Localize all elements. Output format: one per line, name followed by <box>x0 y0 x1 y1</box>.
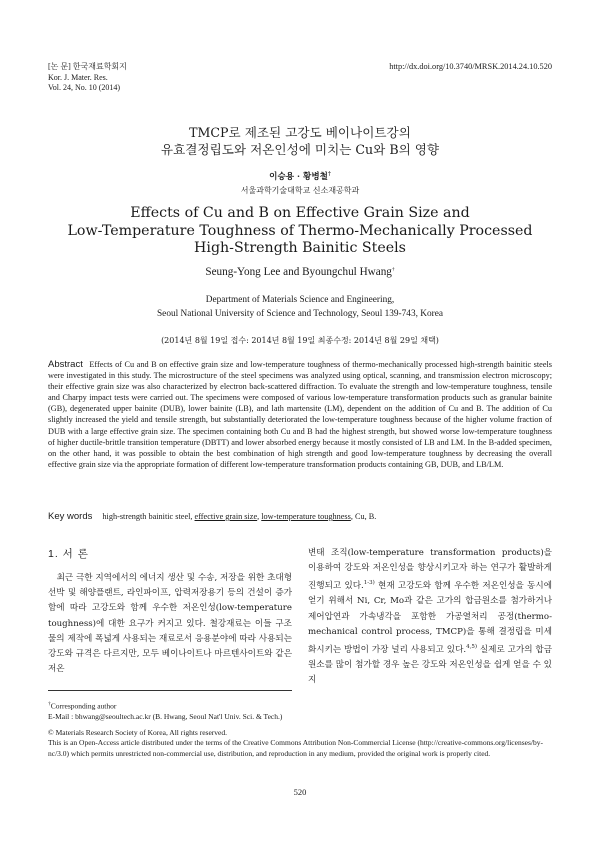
footnotes <box>48 699 552 759</box>
journal-type-line: [논 문] 한국재료학회지 <box>48 62 127 71</box>
korean-title-line1: TMCP로 제조된 고강도 베이나이트강의 <box>189 125 411 140</box>
journal-abbrev: Kor. J. Mater. Res. <box>48 72 108 82</box>
english-authors <box>0 266 600 278</box>
english-affiliation-line2: Seoul National University of Science and Technology, Seoul 139-743, Korea <box>157 309 443 319</box>
page-number: 520 <box>293 787 307 797</box>
keyword-rest: , Cu, B. <box>350 512 377 521</box>
received-dates: (2014년 8월 19일 접수: 2014년 8월 19일 최종수정: 2014년 8월 29일 채택) <box>161 336 439 345</box>
keywords <box>48 511 552 522</box>
english-authors-dagger: † <box>391 266 395 273</box>
citation-4-5: 4,5) <box>466 644 478 651</box>
korean-affiliation: 서울과학기술대학교 신소재공학과 <box>240 186 360 195</box>
intro-paragraph-continued <box>308 546 552 689</box>
english-affiliation-line1: Department of Materials Science and Engineering, <box>205 295 395 305</box>
copyright-notice: © Materials Research Society of Korea, All rights reserved. <box>48 728 227 738</box>
footnote-divider <box>48 690 292 691</box>
english-title-line3: High-Strength Bainitic Steels <box>194 240 406 256</box>
korean-authors <box>0 170 600 182</box>
abstract <box>48 359 552 470</box>
korean-authors-dagger: † <box>327 171 331 178</box>
keyword-3[interactable]: low-temperature toughness <box>261 512 351 521</box>
body-column-right <box>308 546 552 689</box>
abstract-text: Effects of Cu and B on effective grain size and low-temperature toughness of thermo-mechanically processed high-strength bainitic steels were investigated in this study. The microstructure of the steel specimens was analyzed using optical, scanning, and transmission electron microscopy; their effective grain size was also characterized by electron back-scattered diffraction. To evaluate the strength and low-temperature toughness, tensile and Charpy impact tests were carried out. The specimens were composed of various low-temperature transformation products such as granular bainite (GB), degenerated upper bainite (DUB), lower bainite (LB), and lath martensite (LM), dependent on the addition of Cu and B. The addition of Cu slightly increased the yield and tensile strength, but substantially deteriorated the low-temperature toughness because of the higher volume fraction of DUB with a large effective grain size. The specimen containing both Cu and B had the highest strength, but showed worse low-temperature toughness of higher ductile-brittle transition temperature (DBTT) and lower absorbed energy because it mostly consisted of LB and LM. In the B-added specimen, on the other hand, it was possible to obtain the best combination of high strength and good low-temperature toughness by decreasing the overall effective grain size via the appropriate formation of different low-temperature transformation products containing GB, DUB, and LB/LM. <box>48 360 553 469</box>
corresponding-dagger: † <box>48 701 51 707</box>
citation-1-3: 1-3) <box>363 580 375 587</box>
korean-title <box>0 124 600 158</box>
english-title-line2: Low-Temperature Toughness of Thermo-Mechanically Processed <box>67 222 533 239</box>
english-affiliation <box>0 293 600 321</box>
corresponding-author: †Corresponding author <box>48 701 117 711</box>
korean-authors-names: 이승용 · 황병철 <box>269 172 328 182</box>
english-title <box>0 205 600 258</box>
license-notice: This is an Open-Access article distributed under the terms of the Creative Commons Attribution Non-Commercial License (http://creative-commons.org/licenses/by-nc/3.0) which permits unrestricted non-commercial use, distribution, and reproduction in any medium, provided the original work is properly cited. <box>48 738 543 758</box>
keyword-separator: , <box>257 512 262 521</box>
col2-text-a: 변태 조직(low-temperature transformation products)을 이용하여 강도와 저온인성을 향상시키고자 하는 연구가 활발하게 진행되고 있다. <box>308 548 552 592</box>
abstract-label: Abstract <box>48 359 83 370</box>
body-column-left <box>48 571 292 677</box>
author-email: E-Mail : bhwang@seoultech.ac.kr (B. Hwang, Seoul Nat'l Univ. Sci. & Tech.) <box>48 711 283 721</box>
col2-text-b: 현재 고강도와 함께 우수한 저온인성을 동시에 얻기 위해서 Ni, Cr, Mo과 같은 고가의 합금원소를 첨가하거나 제어압연과 가속냉각을 포함한 가공열처리 공정(thermo-mechanical control process, TMCP)을 통해 결정립을 미세화시키는 방법이 가장 널리 사용되고 있다. <box>308 581 553 655</box>
col2-text-c: 실제로 고가의 합금원소를 많이 첨가할 경우 높은 강도와 저온인성을 쉽게 얻을 수 있지 <box>308 644 552 686</box>
korean-title-line2: 유효결정립도와 저온인성에 미치는 Cu와 B의 영향 <box>160 142 440 157</box>
journal-header <box>48 62 348 94</box>
keywords-label: Key words <box>48 511 93 522</box>
intro-paragraph-1: 최근 극한 지역에서의 에너지 생산 및 수송, 저장을 위한 초대형 선박 및 해양플랜트, 라인파이프, 압력저장용기 등의 건설이 증가함에 따라 고강도와 함께 우수한 저온인성(low-temperature toughness)에 대한 요구가 커지고 있다. 철강재료는 이들 구조물의 제작에 폭넓게 사용되는 재료로서 응용분야에 따라 사용되는 강도와 규격은 다르지만, 모두 베이나이트나 마르텐사이트와 같은 저온 <box>48 573 292 675</box>
english-title-line1: Effects of Cu and B on Effective Grain Size and <box>130 205 470 221</box>
keyword-1: high-strength bainitic steel, <box>102 512 193 521</box>
keyword-2[interactable]: effective grain size <box>194 512 258 521</box>
doi-link[interactable]: http://dx.doi.org/10.3740/MRSK.2014.24.10.520 <box>389 62 552 71</box>
section-heading-introduction: 1. 서 론 <box>48 548 89 560</box>
journal-volume: Vol. 24, No. 10 (2014) <box>48 83 121 92</box>
english-authors-names: Seung-Yong Lee and Byoungchul Hwang <box>205 266 392 278</box>
